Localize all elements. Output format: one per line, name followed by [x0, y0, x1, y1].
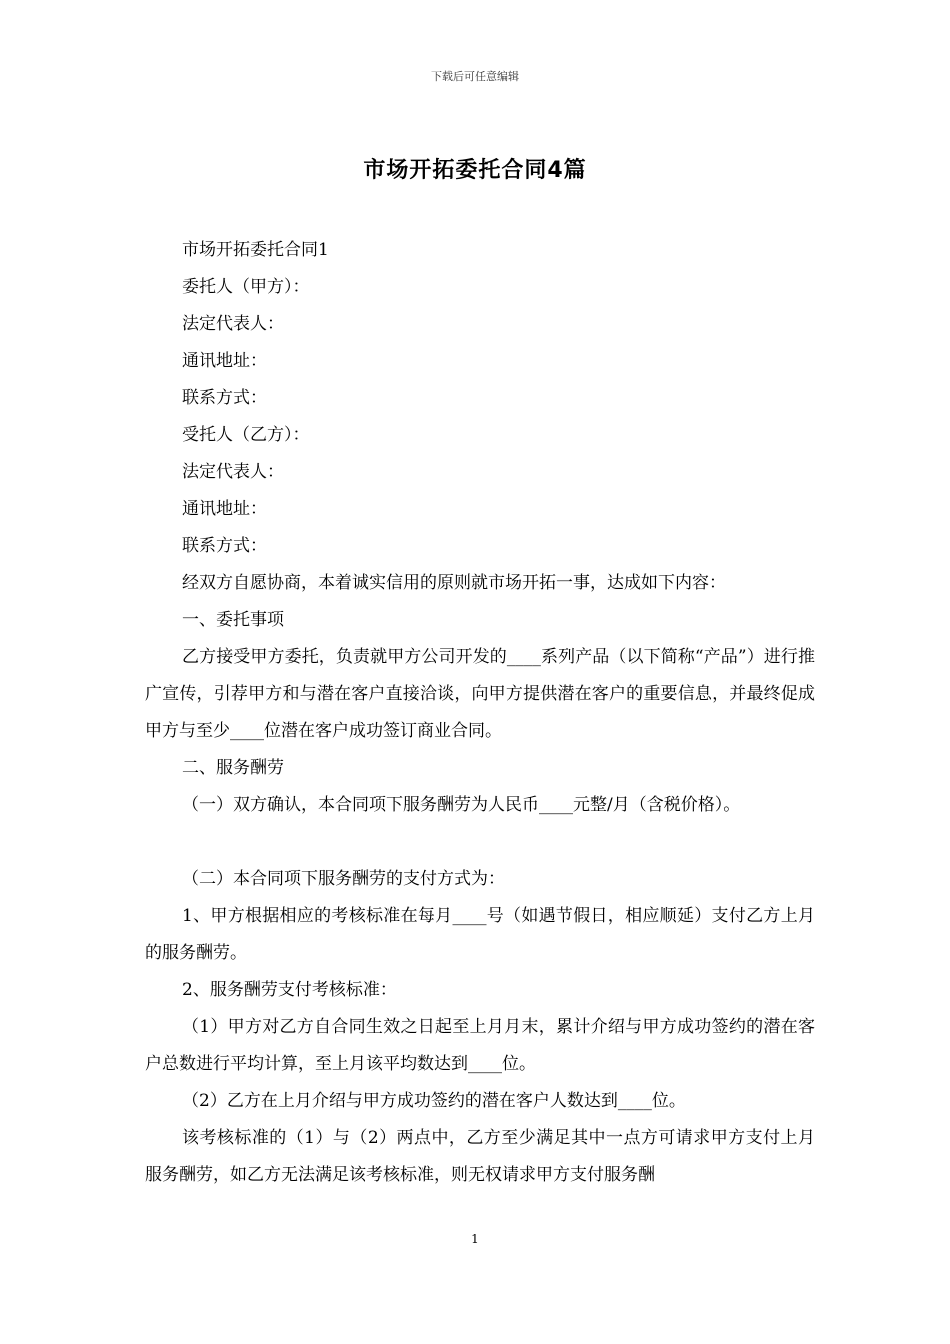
assessment-condition-paragraph: 该考核标准的（1）与（2）两点中，乙方至少满足其中一点方可请求甲方支付上月服务酬劳，如乙方无法满足该考核标准，则无权请求甲方支付服务酬: [145, 1128, 815, 1185]
assessment-standard-heading: 2、服务酬劳支付考核标准：: [182, 980, 397, 1000]
entrustment-paragraph: 乙方接受甲方委托，负责就甲方公司开发的____系列产品（以下简称“产品”）进行推广宣传，引荐甲方和与潜在客户直接洽谈，向甲方提供潜在客户的重要信息，并最终促成甲方与至少____位潜在客户成功签订商业合同。: [145, 647, 815, 741]
assessment-criterion-1: （1）甲方对乙方自合同生效之日起至上月月末，累计介绍与甲方成功签约的潜在客户总数进行平均计算，至上月该平均数达到____位。: [145, 1017, 815, 1074]
contract-subtitle: 市场开拓委托合同1: [182, 240, 329, 260]
blank-line: [145, 824, 815, 861]
party-a-label: 委托人（甲方）：: [182, 277, 310, 297]
document-title: 市场开拓委托合同4篇: [363, 158, 587, 183]
party-a-address: 通讯地址：: [182, 351, 267, 371]
party-a-representative: 法定代表人：: [182, 314, 284, 334]
party-a-contact: 联系方式：: [182, 388, 267, 408]
payment-method-paragraph: （二）本合同项下服务酬劳的支付方式为：: [182, 869, 505, 889]
document-body: [145, 232, 815, 1194]
party-b-address: 通讯地址：: [182, 499, 267, 519]
section-heading-entrustment: 一、委托事项: [182, 610, 284, 630]
section-heading-remuneration: 二、服务酬劳: [182, 758, 284, 778]
preamble-paragraph: 经双方自愿协商，本着诚实信用的原则就市场开拓一事，达成如下内容：: [182, 573, 726, 593]
page-number: 1: [471, 1232, 479, 1246]
party-b-label: 受托人（乙方）：: [182, 425, 310, 445]
assessment-criterion-2: （2）乙方在上月介绍与甲方成功签约的潜在客户人数达到____位。: [182, 1091, 686, 1111]
payment-date-paragraph: 1、甲方根据相应的考核标准在每月____号（如遇节假日，相应顺延）支付乙方上月的服务酬劳。: [145, 906, 815, 963]
party-b-representative: 法定代表人：: [182, 462, 284, 482]
party-b-contact: 联系方式：: [182, 536, 267, 556]
header-note: 下载后可任意编辑: [431, 70, 519, 83]
remuneration-amount-paragraph: （一）双方确认，本合同项下服务酬劳为人民币____元整/月（含税价格）。: [182, 795, 741, 815]
